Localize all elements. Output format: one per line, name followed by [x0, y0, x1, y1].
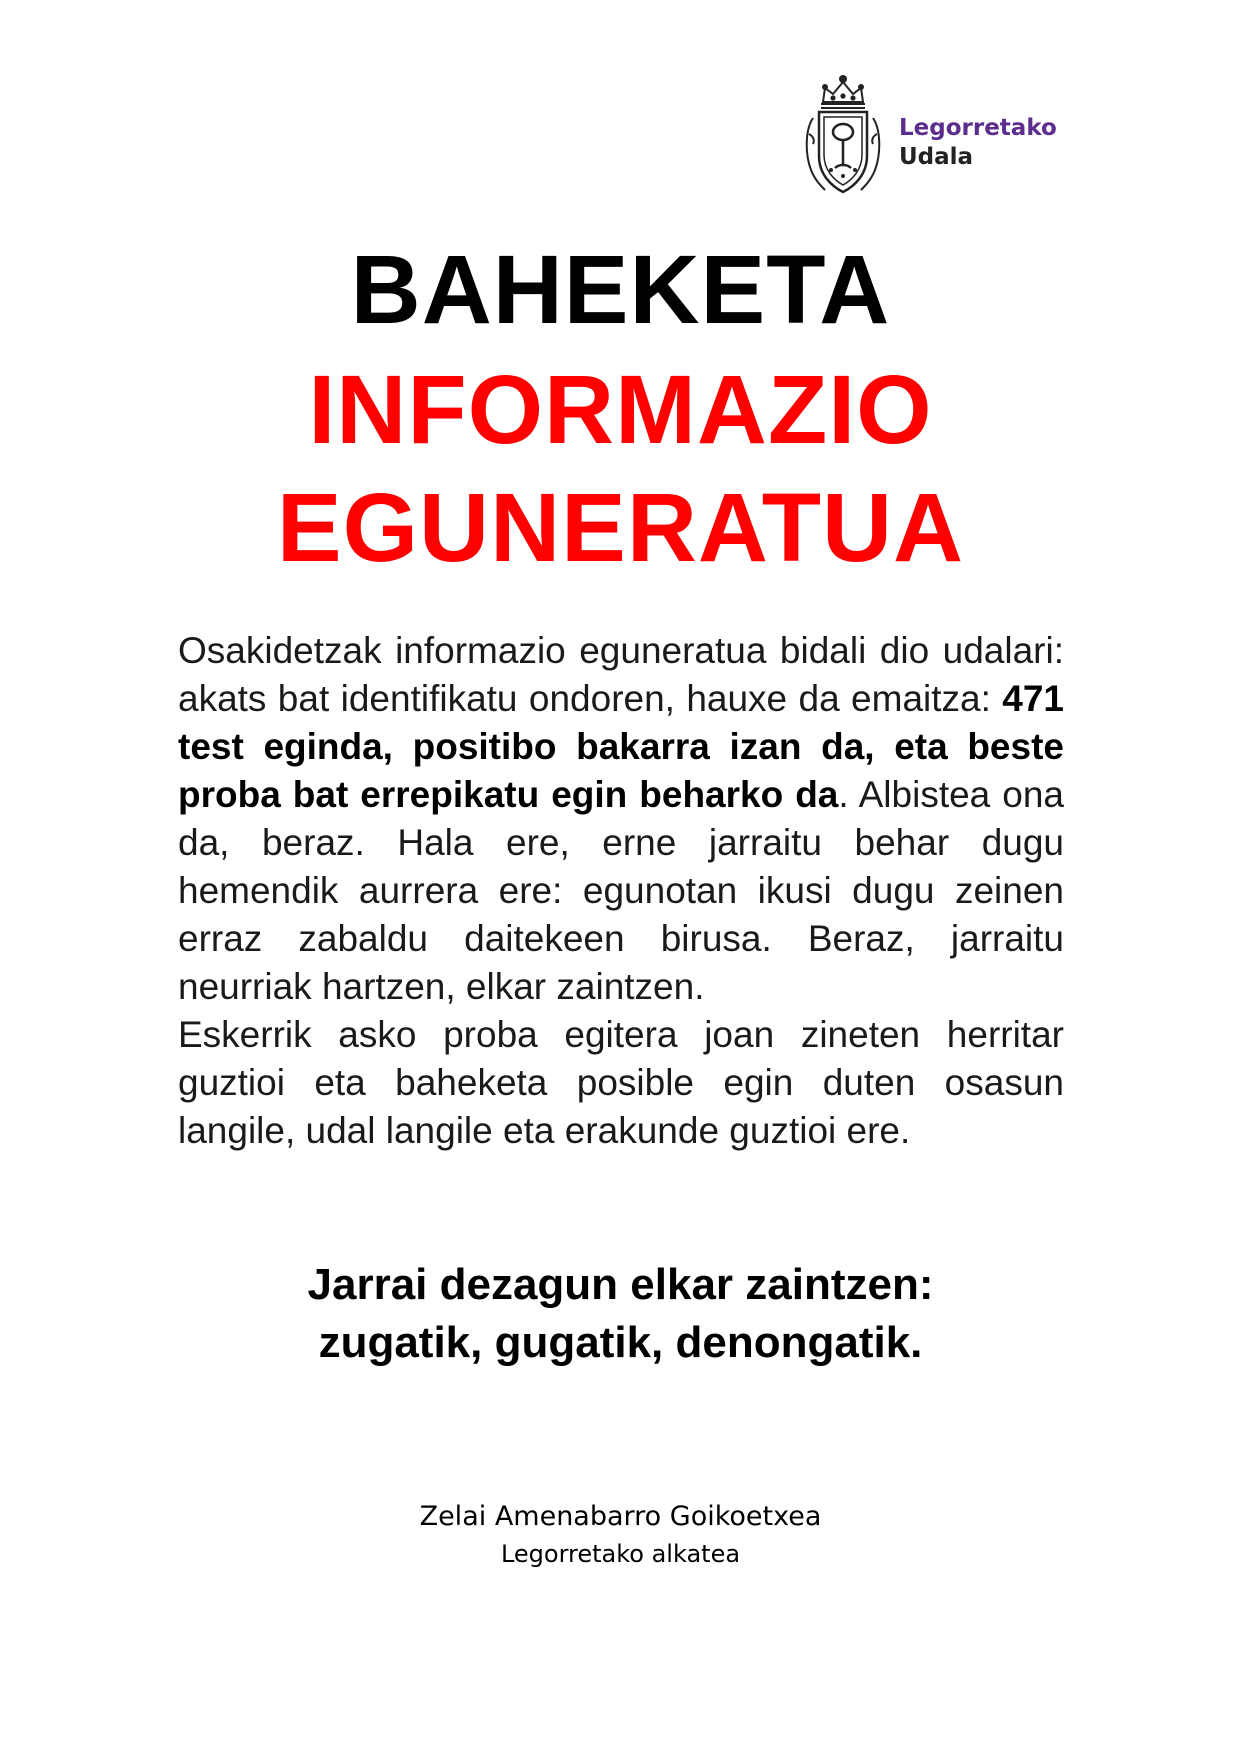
signature-role: Legorretako alkatea	[500, 1540, 741, 1568]
signature-name: Zelai Amenabarro Goikoetxea	[419, 1501, 822, 1532]
body-paragraph-1-highlight: 471 test eginda, positibo bakarra izan da, eta beste proba bat errepikatu egin beharko da	[178, 678, 1064, 815]
logo-line-legorretako: Legorretako	[899, 115, 1057, 141]
headline-eguneratua: EGUNERATUA	[276, 473, 965, 582]
headline-baheketa: BAHEKETA	[350, 235, 891, 344]
slogan	[0, 1256, 1241, 1372]
body-paragraph-1-intro: Osakidetzak informazio eguneratua bidali dio udalari: akats bat identifikatu ondoren, hauxe da emaitza:	[178, 630, 1064, 719]
municipality-logo	[803, 74, 1063, 199]
coat-of-arms-icon	[803, 74, 883, 199]
headline-informazio: INFORMAZIO	[308, 355, 933, 464]
body-paragraph-1-rest: . Albistea ona da, beraz. Hala ere, erne jarraitu behar dugu hemendik aurrera ere: egunotan ikusi dugu zeinen erraz zabaldu daitekeen birusa. Beraz, jarraitu neurriak hartzen, elkar zaintzen.	[178, 774, 1064, 1007]
body-text	[178, 627, 1064, 1155]
body-paragraph-1	[178, 627, 1064, 1011]
slogan-line-2: zugatik, gugatik, denongatik.	[318, 1318, 923, 1367]
slogan-line-1: Jarrai dezagun elkar zaintzen:	[307, 1260, 934, 1309]
logo-line-udala: Udala	[899, 144, 974, 170]
body-paragraph-2: Eskerrik asko proba egitera joan zineten herritar guztioi eta baheketa posible egin duten osasun langile, udal langile eta erakunde guztioi ere.	[178, 1014, 1064, 1151]
